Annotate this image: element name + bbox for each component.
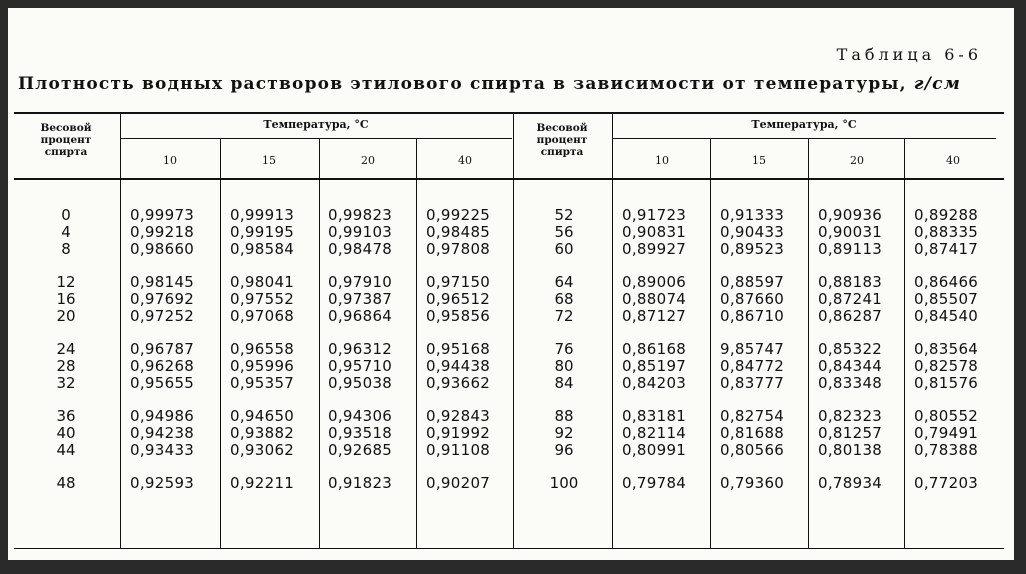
left-density-cell: 0,98485: [426, 223, 491, 241]
left-row-percent: 4: [61, 223, 71, 241]
column-rule: [220, 139, 221, 548]
right-temp-col-20: 20: [850, 154, 864, 167]
left-density-cell: 0,92685: [328, 441, 393, 459]
left-density-cell: 0,95168: [426, 340, 491, 358]
column-rule: [319, 139, 320, 548]
left-density-cell: 0,95856: [426, 307, 491, 325]
right-density-cell: 0,83777: [720, 374, 785, 392]
right-density-cell: 0,82114: [622, 424, 687, 442]
left-density-cell: 0,93433: [130, 441, 195, 459]
column-rule: [612, 114, 613, 548]
right-density-cell: 0,85197: [622, 357, 687, 375]
left-density-cell: 0,92843: [426, 407, 491, 425]
right-row-percent: 88: [554, 407, 574, 425]
left-density-cell: 0,97150: [426, 273, 491, 291]
left-density-cell: 0,94438: [426, 357, 491, 375]
right-density-cell: 0,87660: [720, 290, 785, 308]
left-row-percent: 20: [56, 307, 76, 325]
left-temp-col-15: 15: [262, 154, 276, 167]
right-density-cell: 0,91333: [720, 206, 785, 224]
right-density-cell: 0,85322: [818, 340, 883, 358]
right-temp-col-15: 15: [752, 154, 766, 167]
right-temp-col-40: 40: [946, 154, 960, 167]
right-row-percent: 80: [554, 357, 574, 375]
header-rule: [14, 178, 1004, 180]
left-row-percent: 0: [61, 206, 71, 224]
left-density-cell: 0,98584: [230, 240, 295, 258]
left-density-cell: 0,96558: [230, 340, 295, 358]
right-row-percent: 64: [554, 273, 574, 291]
right-density-cell: 0,90031: [818, 223, 883, 241]
right-density-cell: 0,84540: [914, 307, 979, 325]
right-density-cell: 0,82754: [720, 407, 785, 425]
header-line: процент: [536, 134, 588, 146]
column-rule: [808, 139, 809, 548]
left-row-percent: 12: [56, 273, 76, 291]
left-density-cell: 0,97068: [230, 307, 295, 325]
left-density-cell: 0,99225: [426, 206, 491, 224]
left-row-percent: 48: [56, 474, 76, 492]
right-row-percent: 60: [554, 240, 574, 258]
right-row-percent: 100: [549, 474, 579, 492]
left-density-cell: 0,93062: [230, 441, 295, 459]
right-density-cell: 0,80566: [720, 441, 785, 459]
left-density-cell: 0,99103: [328, 223, 393, 241]
left-density-cell: 0,95996: [230, 357, 295, 375]
left-density-cell: 0,94238: [130, 424, 195, 442]
right-density-cell: 0,81257: [818, 424, 883, 442]
title-text: Плотность водных растворов этилового спирта в зависимости от температуры,: [18, 74, 907, 94]
left-density-cell: 0,99195: [230, 223, 295, 241]
right-density-cell: 0,80552: [914, 407, 979, 425]
left-density-cell: 0,93662: [426, 374, 491, 392]
right-density-cell: 0,90831: [622, 223, 687, 241]
left-density-cell: 0,97692: [130, 290, 195, 308]
right-density-cell: 0,77203: [914, 474, 979, 492]
right-density-cell: 0,84772: [720, 357, 785, 375]
left-temp-col-10: 10: [163, 154, 177, 167]
left-density-cell: 0,97808: [426, 240, 491, 258]
right-density-cell: 0,86287: [818, 307, 883, 325]
left-density-cell: 0,94306: [328, 407, 393, 425]
left-temp-col-20: 20: [361, 154, 375, 167]
left-row-percent: 36: [56, 407, 76, 425]
right-density-cell: 0,81576: [914, 374, 979, 392]
left-row-percent: 16: [56, 290, 76, 308]
right-density-cell: 0,90433: [720, 223, 785, 241]
left-density-cell: 0,96787: [130, 340, 195, 358]
right-density-cell: 0,80991: [622, 441, 687, 459]
left-density-cell: 0,90207: [426, 474, 491, 492]
left-row-percent: 28: [56, 357, 76, 375]
left-density-cell: 0,91823: [328, 474, 393, 492]
right-density-cell: 0,83348: [818, 374, 883, 392]
temp-subrule-right: [612, 138, 996, 139]
right-density-cell: 0,91723: [622, 206, 687, 224]
left-density-cell: 0,98660: [130, 240, 195, 258]
left-density-cell: 0,98478: [328, 240, 393, 258]
column-rule: [710, 139, 711, 548]
table-top-rule: [14, 112, 1004, 114]
left-density-cell: 0,93518: [328, 424, 393, 442]
left-density-cell: 0,91108: [426, 441, 491, 459]
table-number: Таблица 6-6: [836, 45, 982, 64]
right-row-percent: 92: [554, 424, 574, 442]
right-density-cell: 0,88074: [622, 290, 687, 308]
right-density-cell: 0,86710: [720, 307, 785, 325]
right-density-cell: 0,89927: [622, 240, 687, 258]
left-density-cell: 0,98041: [230, 273, 295, 291]
left-density-cell: 0,97252: [130, 307, 195, 325]
temp-subrule-left: [120, 138, 512, 139]
right-density-cell: 0,81688: [720, 424, 785, 442]
left-density-cell: 0,99218: [130, 223, 195, 241]
left-density-cell: 0,99913: [230, 206, 295, 224]
header-line: спирта: [540, 146, 584, 158]
table-title: [18, 74, 961, 94]
document-page: [8, 8, 1014, 560]
right-density-cell: 0,84344: [818, 357, 883, 375]
right-density-cell: 9,85747: [720, 340, 785, 358]
right-row-percent: 84: [554, 374, 574, 392]
header-line: Весовой: [40, 122, 92, 134]
column-rule: [904, 139, 905, 548]
right-row-percent: 68: [554, 290, 574, 308]
left-density-cell: 0,97387: [328, 290, 393, 308]
left-density-cell: 0,94986: [130, 407, 195, 425]
right-density-cell: 0,90936: [818, 206, 883, 224]
left-density-cell: 0,96864: [328, 307, 393, 325]
left-row-percent: 8: [61, 240, 71, 258]
right-density-cell: 0,86168: [622, 340, 687, 358]
left-row-percent: 44: [56, 441, 76, 459]
right-density-cell: 0,89006: [622, 273, 687, 291]
left-density-cell: 0,96268: [130, 357, 195, 375]
right-temp-col-10: 10: [655, 154, 669, 167]
left-density-cell: 0,95038: [328, 374, 393, 392]
right-density-cell: 0,87417: [914, 240, 979, 258]
right-density-cell: 0,88335: [914, 223, 979, 241]
right-density-cell: 0,83181: [622, 407, 687, 425]
right-density-cell: 0,82323: [818, 407, 883, 425]
left-density-cell: 0,94650: [230, 407, 295, 425]
right-density-cell: 0,79784: [622, 474, 687, 492]
header-line: Весовой: [536, 122, 588, 134]
right-row-percent: 56: [554, 223, 574, 241]
left-density-cell: 0,92593: [130, 474, 195, 492]
right-density-cell: 0,88597: [720, 273, 785, 291]
column-rule: [120, 114, 121, 548]
left-density-cell: 0,99973: [130, 206, 195, 224]
right-density-cell: 0,78934: [818, 474, 883, 492]
right-density-cell: 0,86466: [914, 273, 979, 291]
left-row-percent: 40: [56, 424, 76, 442]
title-unit: г/см: [913, 74, 961, 94]
left-density-cell: 0,95710: [328, 357, 393, 375]
left-density-cell: 0,95357: [230, 374, 295, 392]
left-row-percent: 24: [56, 340, 76, 358]
right-density-cell: 0,79491: [914, 424, 979, 442]
right-density-cell: 0,87127: [622, 307, 687, 325]
right-density-cell: 0,80138: [818, 441, 883, 459]
left-temp-col-40: 40: [458, 154, 472, 167]
right-row-percent: 52: [554, 206, 574, 224]
left-temperature-header: Температура, °С: [263, 118, 369, 131]
left-density-cell: 0,99823: [328, 206, 393, 224]
right-density-cell: 0,88183: [818, 273, 883, 291]
header-line: процент: [40, 134, 92, 146]
column-rule: [513, 114, 514, 548]
left-weight-percent-header: [18, 122, 114, 158]
left-density-cell: 0,95655: [130, 374, 195, 392]
right-density-cell: 0,79360: [720, 474, 785, 492]
right-density-cell: 0,83564: [914, 340, 979, 358]
left-density-cell: 0,97910: [328, 273, 393, 291]
left-density-cell: 0,97552: [230, 290, 295, 308]
table-bottom-rule: [14, 548, 1004, 549]
left-row-percent: 32: [56, 374, 76, 392]
right-row-percent: 76: [554, 340, 574, 358]
right-density-cell: 0,87241: [818, 290, 883, 308]
left-density-cell: 0,96312: [328, 340, 393, 358]
right-density-cell: 0,89113: [818, 240, 883, 258]
right-density-cell: 0,89523: [720, 240, 785, 258]
right-row-percent: 72: [554, 307, 574, 325]
header-line: спирта: [44, 146, 88, 158]
right-density-cell: 0,82578: [914, 357, 979, 375]
right-density-cell: 0,85507: [914, 290, 979, 308]
right-density-cell: 0,78388: [914, 441, 979, 459]
left-density-cell: 0,93882: [230, 424, 295, 442]
left-density-cell: 0,92211: [230, 474, 295, 492]
right-weight-percent-header: [514, 122, 610, 158]
left-density-cell: 0,98145: [130, 273, 195, 291]
left-density-cell: 0,96512: [426, 290, 491, 308]
right-density-cell: 0,89288: [914, 206, 979, 224]
column-rule: [416, 139, 417, 548]
right-temperature-header: Температура, °С: [751, 118, 857, 131]
left-density-cell: 0,91992: [426, 424, 491, 442]
right-density-cell: 0,84203: [622, 374, 687, 392]
right-row-percent: 96: [554, 441, 574, 459]
